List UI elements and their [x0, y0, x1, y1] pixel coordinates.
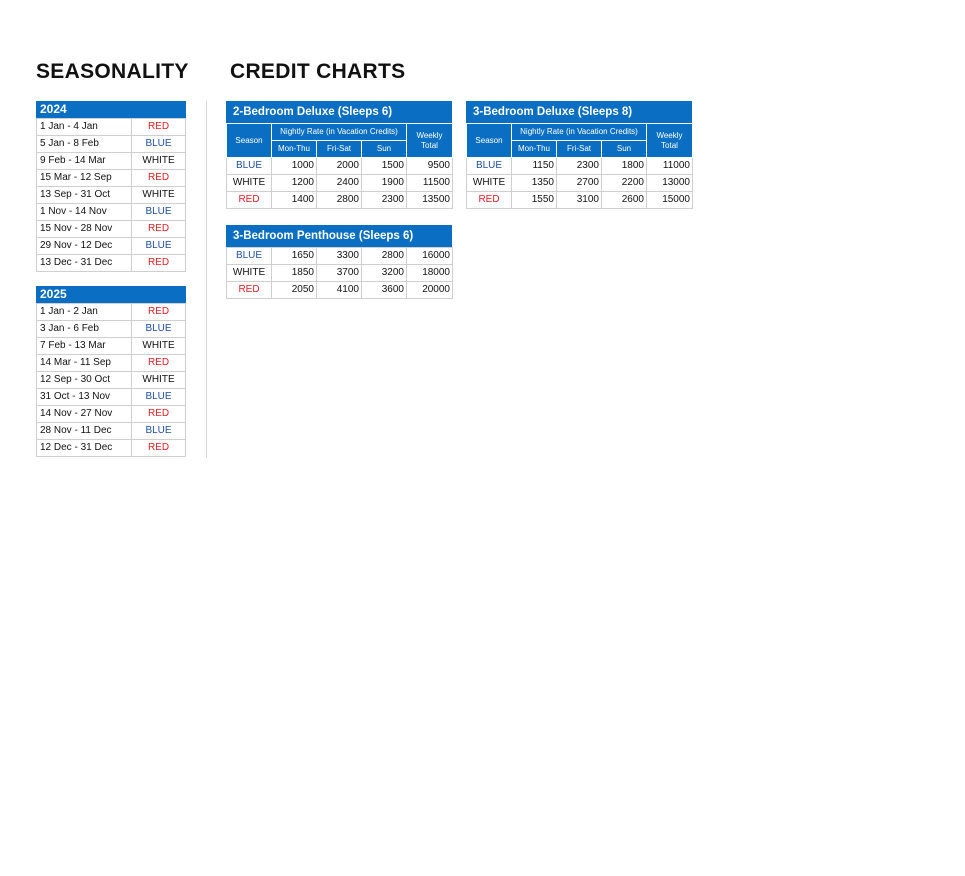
season-tag: RED: [132, 170, 186, 187]
season-name: WHITE: [467, 175, 512, 192]
season-tag: RED: [132, 440, 186, 457]
season-name: RED: [467, 192, 512, 209]
weekly-total-header: Weekly Total: [647, 124, 693, 158]
column-divider: [206, 101, 207, 458]
date-range: 5 Jan - 8 Feb: [37, 136, 132, 153]
season-name: WHITE: [227, 265, 272, 282]
year-header: 2024: [36, 101, 186, 118]
season-tag: BLUE: [132, 423, 186, 440]
seasonality-2024: [36, 101, 186, 272]
date-range: 9 Feb - 14 Mar: [37, 153, 132, 170]
table-row: [227, 158, 453, 175]
season-tag: BLUE: [132, 204, 186, 221]
season-name: RED: [227, 282, 272, 299]
season-tag: WHITE: [132, 338, 186, 355]
season-tag: WHITE: [132, 187, 186, 204]
weekly-total-value: 11000: [647, 158, 693, 175]
season-name: RED: [227, 192, 272, 209]
table-row: [467, 175, 693, 192]
table-row: [227, 175, 453, 192]
season-name: WHITE: [227, 175, 272, 192]
table-row: [37, 204, 186, 221]
date-range: 14 Nov - 27 Nov: [37, 406, 132, 423]
table-row: [37, 406, 186, 423]
table-row: [37, 136, 186, 153]
table-row: [467, 192, 693, 209]
mon-thu-value: 1150: [512, 158, 557, 175]
mon-thu-value: 1350: [512, 175, 557, 192]
year-header: 2025: [36, 286, 186, 303]
table-row: [227, 265, 453, 282]
season-tag: RED: [132, 304, 186, 321]
weekly-total-value: 15000: [647, 192, 693, 209]
weekly-total-value: 11500: [407, 175, 453, 192]
sun-value: 3200: [362, 265, 407, 282]
date-range: 28 Nov - 11 Dec: [37, 423, 132, 440]
date-range: 15 Mar - 12 Sep: [37, 170, 132, 187]
season-tag: RED: [132, 355, 186, 372]
date-range: 14 Mar - 11 Sep: [37, 355, 132, 372]
table-row: [37, 440, 186, 457]
mon-thu-header: Mon-Thu: [272, 141, 317, 158]
sun-value: 1500: [362, 158, 407, 175]
chart-title: 2-Bedroom Deluxe (Sleeps 6): [226, 101, 452, 123]
season-name: BLUE: [227, 158, 272, 175]
season-tag: RED: [132, 221, 186, 238]
weekly-total-value: 9500: [407, 158, 453, 175]
table-row: [227, 282, 453, 299]
season-tag: BLUE: [132, 136, 186, 153]
credit-chart-3br-deluxe: [466, 101, 692, 209]
weekly-total-header: Weekly Total: [407, 124, 453, 158]
fri-sat-value: 3700: [317, 265, 362, 282]
table-row: [467, 158, 693, 175]
fri-sat-value: 2800: [317, 192, 362, 209]
season-name: BLUE: [227, 248, 272, 265]
credit-table: [226, 247, 453, 299]
table-row: [227, 248, 453, 265]
weekly-total-value: 18000: [407, 265, 453, 282]
date-range: 13 Sep - 31 Oct: [37, 187, 132, 204]
sun-header: Sun: [602, 141, 647, 158]
table-row: [37, 304, 186, 321]
sun-value: 2200: [602, 175, 647, 192]
table-row: [37, 119, 186, 136]
season-column-header: Season: [467, 124, 512, 158]
table-row: [37, 187, 186, 204]
chart-title: 3-Bedroom Deluxe (Sleeps 8): [466, 101, 692, 123]
weekly-total-value: 16000: [407, 248, 453, 265]
credit-chart-2br-deluxe: [226, 101, 452, 209]
mon-thu-value: 1550: [512, 192, 557, 209]
date-range: 1 Jan - 2 Jan: [37, 304, 132, 321]
table-row: [227, 192, 453, 209]
weekly-total-value: 20000: [407, 282, 453, 299]
mon-thu-value: 1400: [272, 192, 317, 209]
mon-thu-value: 1200: [272, 175, 317, 192]
sun-value: 2800: [362, 248, 407, 265]
table-row: [37, 423, 186, 440]
mon-thu-value: 2050: [272, 282, 317, 299]
table-row: [37, 221, 186, 238]
table-row: [37, 255, 186, 272]
seasonality-title: SEASONALITY: [36, 60, 189, 83]
date-range: 29 Nov - 12 Dec: [37, 238, 132, 255]
table-row: [37, 355, 186, 372]
chart-title: 3-Bedroom Penthouse (Sleeps 6): [226, 225, 452, 247]
fri-sat-value: 2700: [557, 175, 602, 192]
credit-charts-title: CREDIT CHARTS: [230, 60, 406, 83]
mon-thu-header: Mon-Thu: [512, 141, 557, 158]
table-row: [37, 372, 186, 389]
season-tag: RED: [132, 119, 186, 136]
season-name: BLUE: [467, 158, 512, 175]
sun-header: Sun: [362, 141, 407, 158]
sun-value: 1800: [602, 158, 647, 175]
credit-chart-3br-penthouse: [226, 225, 452, 299]
date-range: 15 Nov - 28 Nov: [37, 221, 132, 238]
fri-sat-value: 2300: [557, 158, 602, 175]
fri-sat-value: 3100: [557, 192, 602, 209]
season-tag: BLUE: [132, 389, 186, 406]
sun-value: 2600: [602, 192, 647, 209]
nightly-rate-header: Nightly Rate (in Vacation Credits): [512, 124, 647, 141]
date-range: 1 Nov - 14 Nov: [37, 204, 132, 221]
season-tag: WHITE: [132, 153, 186, 170]
mon-thu-value: 1650: [272, 248, 317, 265]
date-range: 7 Feb - 13 Mar: [37, 338, 132, 355]
sun-value: 3600: [362, 282, 407, 299]
season-table: [36, 118, 186, 272]
fri-sat-value: 2400: [317, 175, 362, 192]
date-range: 1 Jan - 4 Jan: [37, 119, 132, 136]
fri-sat-value: 3300: [317, 248, 362, 265]
credit-table: [226, 123, 453, 209]
seasonality-2025: [36, 286, 186, 457]
season-tag: BLUE: [132, 321, 186, 338]
season-tag: WHITE: [132, 372, 186, 389]
mon-thu-value: 1850: [272, 265, 317, 282]
fri-sat-value: 2000: [317, 158, 362, 175]
credit-table: [466, 123, 693, 209]
fri-sat-header: Fri-Sat: [557, 141, 602, 158]
fri-sat-value: 4100: [317, 282, 362, 299]
table-row: [37, 238, 186, 255]
table-row: [37, 389, 186, 406]
mon-thu-value: 1000: [272, 158, 317, 175]
table-row: [37, 338, 186, 355]
table-row: [37, 153, 186, 170]
season-tag: BLUE: [132, 238, 186, 255]
season-tag: RED: [132, 406, 186, 423]
weekly-total-value: 13500: [407, 192, 453, 209]
weekly-total-value: 13000: [647, 175, 693, 192]
date-range: 12 Sep - 30 Oct: [37, 372, 132, 389]
table-row: [37, 321, 186, 338]
date-range: 13 Dec - 31 Dec: [37, 255, 132, 272]
sun-value: 2300: [362, 192, 407, 209]
date-range: 31 Oct - 13 Nov: [37, 389, 132, 406]
season-column-header: Season: [227, 124, 272, 158]
season-table: [36, 303, 186, 457]
date-range: 3 Jan - 6 Feb: [37, 321, 132, 338]
fri-sat-header: Fri-Sat: [317, 141, 362, 158]
table-row: [37, 170, 186, 187]
date-range: 12 Dec - 31 Dec: [37, 440, 132, 457]
sun-value: 1900: [362, 175, 407, 192]
season-tag: RED: [132, 255, 186, 272]
nightly-rate-header: Nightly Rate (in Vacation Credits): [272, 124, 407, 141]
